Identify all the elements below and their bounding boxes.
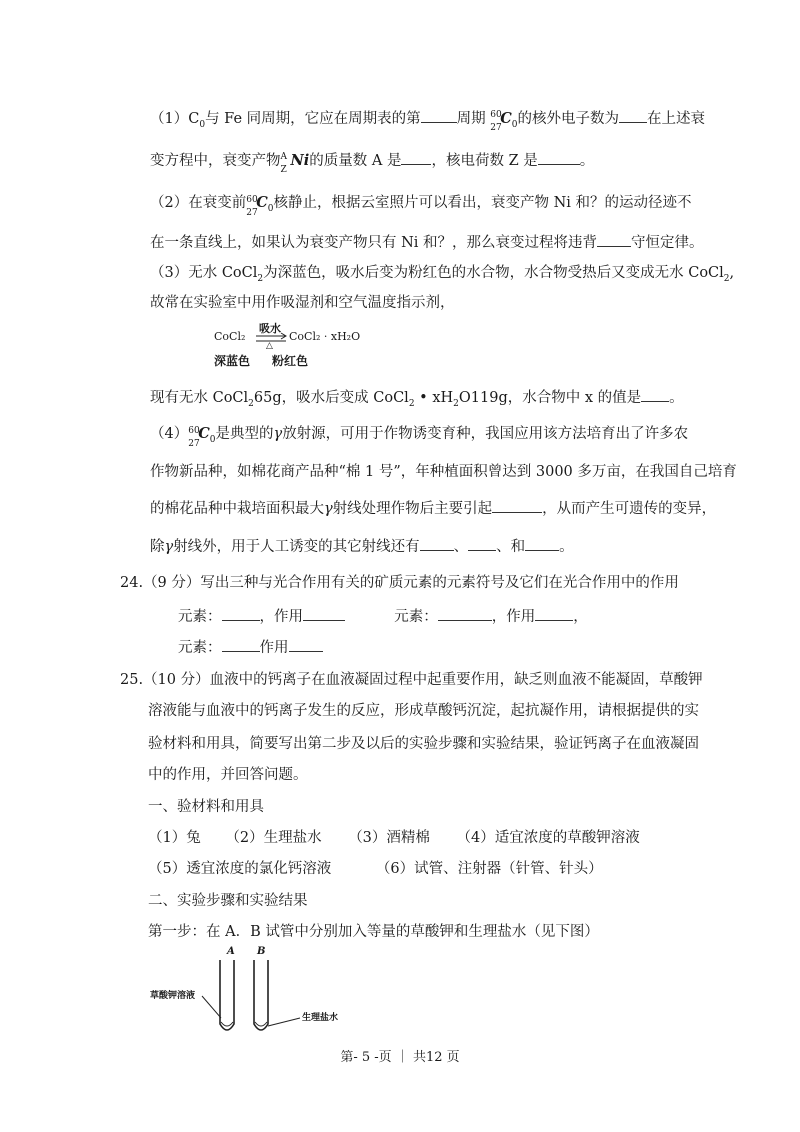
tube-b-letter: B xyxy=(257,946,266,957)
q25-line3: 验材料和用具，简要写出第二步及以后的实验步骤和实验结果，验证钙离子在血液凝固 xyxy=(148,736,699,752)
q23-part4-line1: （4） 60 27 $C_0$是典型的γ放射源，可用于作物诱变育种，我国应用该方法培育出了许多农 xyxy=(150,425,689,449)
q24-row1: 元素： ，作用 元素： ，作用 ， xyxy=(178,606,588,627)
q24-row2: 元素： 作用 xyxy=(178,637,323,658)
q23-part3-line1: （3）无水 CoCl$_2$为深蓝色，吸水后变为粉红色的水合物，水合物受热后又变成无水 CoCl$_2$, xyxy=(150,265,735,284)
q23-part3-line3: 现有无水 CoCl$_2$65g，吸水后变成 CoCl$_2$ • $xH_2O119g$，水合物中 x 的值是 。 xyxy=(150,387,684,410)
q25-step1: 第一步：在 A．B 试管中分别加入等量的草酸钾和生理盐水（见下图） xyxy=(148,924,599,940)
q25-heading-materials: 一、验材料和用具 xyxy=(148,799,264,815)
q23-part4-line4: 除γ射线外，用于人工诱变的其它射线还有 、 、和 。 xyxy=(150,536,574,557)
eq-label-right: 粉红色 xyxy=(272,354,309,368)
test-tube-figure xyxy=(150,944,370,1044)
page-footer: 第- 5 -页 ｜ 共12 页 xyxy=(340,1050,460,1065)
q25-materials-row1: （1）兔 （2）生理盐水 （3）酒精棉 （4）适宜浓度的草酸钾溶液 xyxy=(148,830,640,846)
q23-part4-line2: 作物新品种，如棉花商产品种“棉 1 号”，年种植面积曾达到 3000 多万亩，在我国自己培育 xyxy=(150,464,737,480)
q25-materials-row2: （5）透宜浓度的氯化钙溶液 （6）试管、注射器（针管、针头） xyxy=(148,861,603,877)
eq-left: CoCl₂ xyxy=(214,330,246,343)
q23-part1-line2: 变方程中，衰变产物 A Z Ni的质量数 A 是 ，核电荷数 Z 是 。 xyxy=(150,152,595,175)
eq-right: CoCl₂ · xH₂O xyxy=(289,330,361,343)
tube-a-label: 草酸钾溶液 xyxy=(150,991,196,1001)
q25-line2: 溶液能与血液中的钙离子发生的反应，形成草酸钙沉淀，起抗凝作用，请根据提供的实 xyxy=(148,703,699,719)
q25-heading-steps: 二、实验步骤和实验结果 xyxy=(148,893,308,909)
q25-line1: 25.（10 分）血液中的钙离子在血液凝固过程中起重要作用，缺乏则血液不能凝固，草酸钾 xyxy=(120,672,703,688)
eq-top: 吸水 xyxy=(259,322,281,335)
q23-part2-line2: 在一条直线上，如果认为衰变产物只有 Ni 和？，那么衰变过程将违背 守恒定律。 xyxy=(150,232,704,253)
q24-title: 24.（9 分）写出三种与光合作用有关的矿质元素的元素符号及它们在光合作用中的作用 xyxy=(120,575,679,591)
q25-line4: 中的作用，并回答问题。 xyxy=(148,767,308,783)
q23-part4-line3: 的棉花品种中栽培面积最大γ射线处理作物后主要引起 ，从而产生可遗传的变异， xyxy=(150,498,716,519)
tube-b-label: 生理盐水 xyxy=(302,1013,339,1023)
q23-part3-line2: 故常在实验室中用作吸湿剂和空气温度指示剂， xyxy=(150,295,455,311)
q23-part2-line1: （2）在衰变前 60 27 $C_0$核静止，根据云室照片可以看出，衰变产物 Ni 和？的运动径迹不 xyxy=(150,194,692,218)
q23-part1-line1: $(1)C_0$与 Fe 同周期，它应在周期表的第 周期 60 27 $C_0$的核外电子数为 在上述衰 xyxy=(150,110,706,133)
eq-bottom: △ xyxy=(266,341,273,351)
tube-a-letter: A xyxy=(227,946,235,957)
cobalt-chloride-equation xyxy=(214,322,364,370)
eq-label-left: 深蓝色 xyxy=(214,354,251,368)
